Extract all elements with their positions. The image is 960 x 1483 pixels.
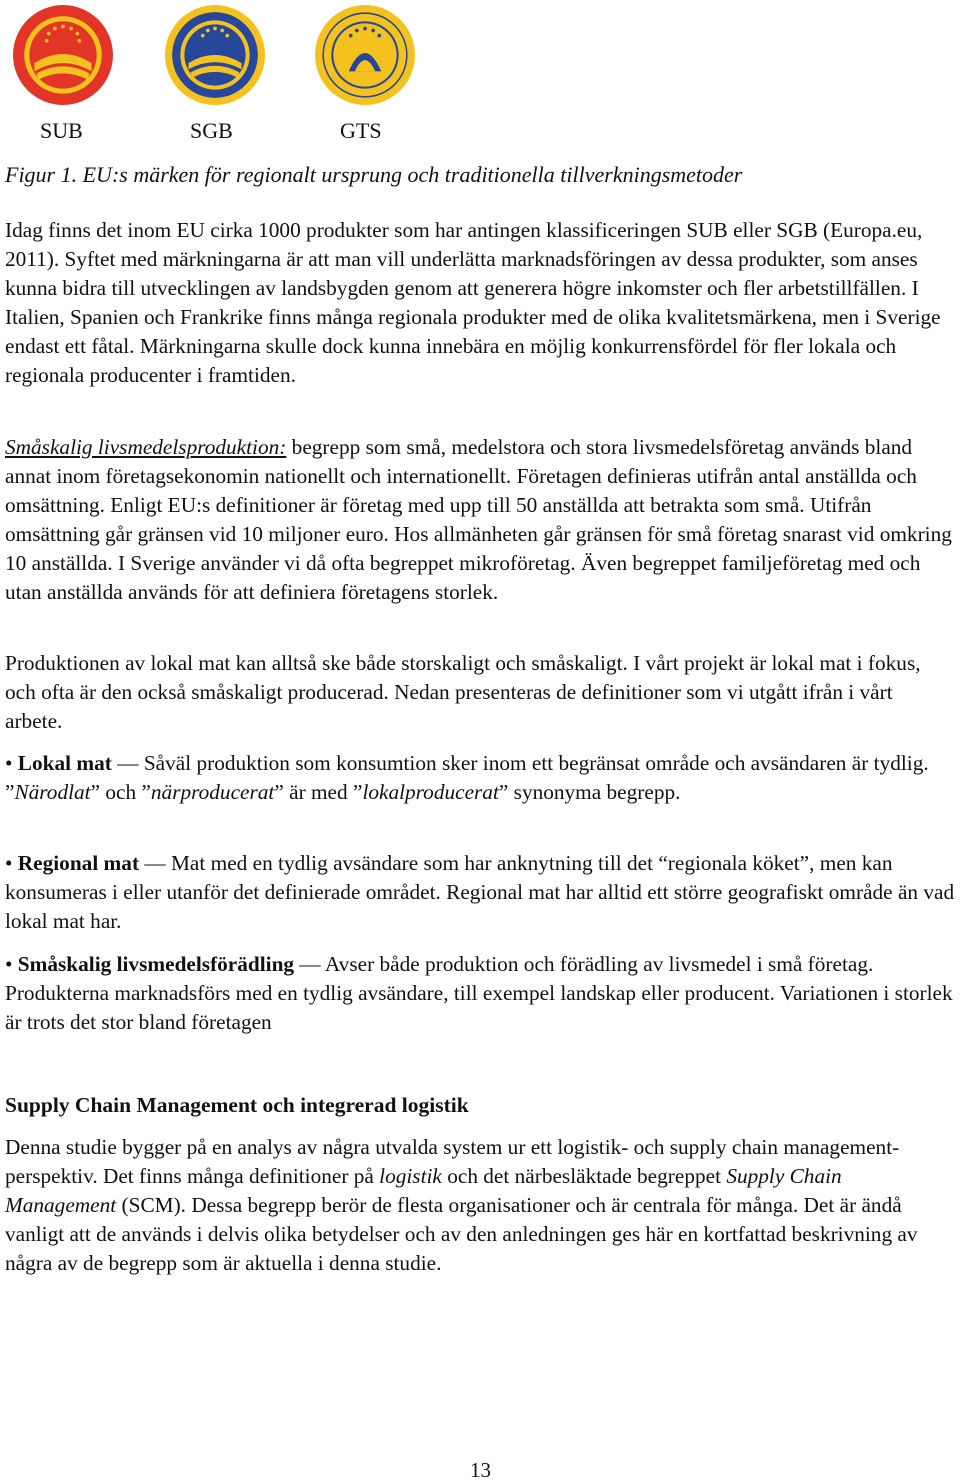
- bullet-smaskalig-forädling: [5, 950, 955, 1037]
- italic-term: närproducerat: [150, 780, 275, 804]
- bullet-mark: •: [5, 851, 18, 875]
- eu-quality-logos: [12, 4, 432, 114]
- italic-term: lokalproducerat: [362, 780, 499, 804]
- paragraph-small-scale-text: begrepp som små, medelstora och stora livsmedelsföretag används bland annat inom företagsekonomin nationellt och internationellt. Företagen definieras utifrån antal anställda och omsättning. Enligt EU:s definitioner är företag med upp till 50 anställda att betrakta som små. Utifrån omsättning går gränsen vid 10 miljoner euro. Hos allmänheten går gränsen för små företag snarast vid omkring 10 anställda. I Sverige använder vi då ofta begreppet mikroföretag. Även begreppet familjeföretag med och utan anställda används för att definiera företagens storlek.: [5, 435, 952, 604]
- bullet-text: Avser både produktion och förädling av livsmedel i små företag. Produkterna marknadsförs med en tydlig avsändare, till exempel landskap eller producent. Variationen i storlek är trots det stor bland företagen: [5, 952, 953, 1034]
- paragraph-small-scale: [5, 433, 955, 607]
- bullet-lokal-mat: [5, 749, 955, 807]
- tsg-seal-logo: [314, 4, 416, 106]
- paragraph-local-food: Produktionen av lokal mat kan alltså ske både storskaligt och småskaligt. I vårt projekt är lokal mat i fokus, och ofta är den också småskaligt producerad. Nedan presenteras de definitioner som vi utgått ifrån i vårt arbete.: [5, 651, 921, 733]
- bullet-mark: •: [5, 952, 18, 976]
- scm-text: och det närbesläktade begreppet: [441, 1164, 727, 1188]
- em-dash: —: [111, 751, 144, 775]
- paragraph-scm: [5, 1133, 955, 1278]
- italic-term: logistik: [379, 1164, 442, 1188]
- scm-text: Denna studie bygger på en analys av några utvalda system ur ett logistik- och supply chain management-perspektiv. Det finns många definitioner på: [5, 1135, 900, 1188]
- italic-term: Supply Chain Management: [5, 1164, 842, 1217]
- bullet-term: Regional mat: [17, 851, 140, 875]
- label-sgb: SGB: [190, 118, 233, 143]
- em-dash: —: [294, 952, 325, 976]
- italic-term: Närodlat: [14, 780, 91, 804]
- term-smaskalig: Småskalig livsmedelsproduktion:: [5, 435, 287, 459]
- paragraph-eu-products: Idag finns det inom EU cirka 1000 produkter som har antingen klassificeringen SUB eller SGB (Europa.eu, 2011). Syftet med märkningarna är att man vill underlätta marknadsföringen av dessa produkter, som anses kunna bidra till utvecklingen av landsbygden genom att generera högre inkomster och fler arbetstillfällen. I Italien, Spanien och Frankrike finns många regionala produkter med de olika kvalitetsmärkena, men i Sverige endast ett fåtal. Märkningarna skulle dock kunna innebära en möjlig konkurrensfördel för fler lokala och regionala producenter i framtiden.: [5, 218, 941, 387]
- scm-text: (SCM). Dessa begrepp berör de flesta organisationer och är centrala för många. Det är ändå vanligt att de används i delvis olika betydelser och av den anledningen ges här en kortfattad beskrivning av några av de begrepp som är aktuella i denna studie.: [5, 1193, 918, 1275]
- pdo-seal-logo: [12, 4, 114, 106]
- bullet-regional-mat: [5, 849, 955, 936]
- bullet-text: ” är med ”: [274, 780, 363, 804]
- bullet-text: ” och ”: [90, 780, 151, 804]
- label-sub: SUB: [40, 118, 83, 143]
- section-heading: Supply Chain Management och integrerad logistik: [5, 1093, 469, 1117]
- logo-labels: [0, 118, 420, 150]
- figure-caption: Figur 1. EU:s märken för regionalt ursprung och traditionella tillverkningsmetoder: [5, 162, 743, 187]
- em-dash: —: [139, 851, 171, 875]
- bullet-text: Såväl produktion som konsumtion sker inom ett begränsat område och avsändaren är tydlig. ”: [5, 751, 929, 804]
- bullet-term: Småskalig livsmedelsförädling: [17, 952, 295, 976]
- bullet-term: Lokal mat: [17, 751, 112, 775]
- bullet-mark: •: [5, 751, 18, 775]
- label-gts: GTS: [340, 118, 382, 143]
- pgi-seal-logo: [164, 4, 266, 106]
- page-number: 13: [470, 1458, 491, 1482]
- bullet-text: ” synonyma begrepp.: [498, 780, 681, 804]
- bullet-text: Mat med en tydlig avsändare som har anknytning till det “regionala köket”, men kan konsumeras i eller utanför det definierade området. Regional mat har alltid ett större geografiskt område än vad lokal mat har.: [5, 851, 955, 933]
